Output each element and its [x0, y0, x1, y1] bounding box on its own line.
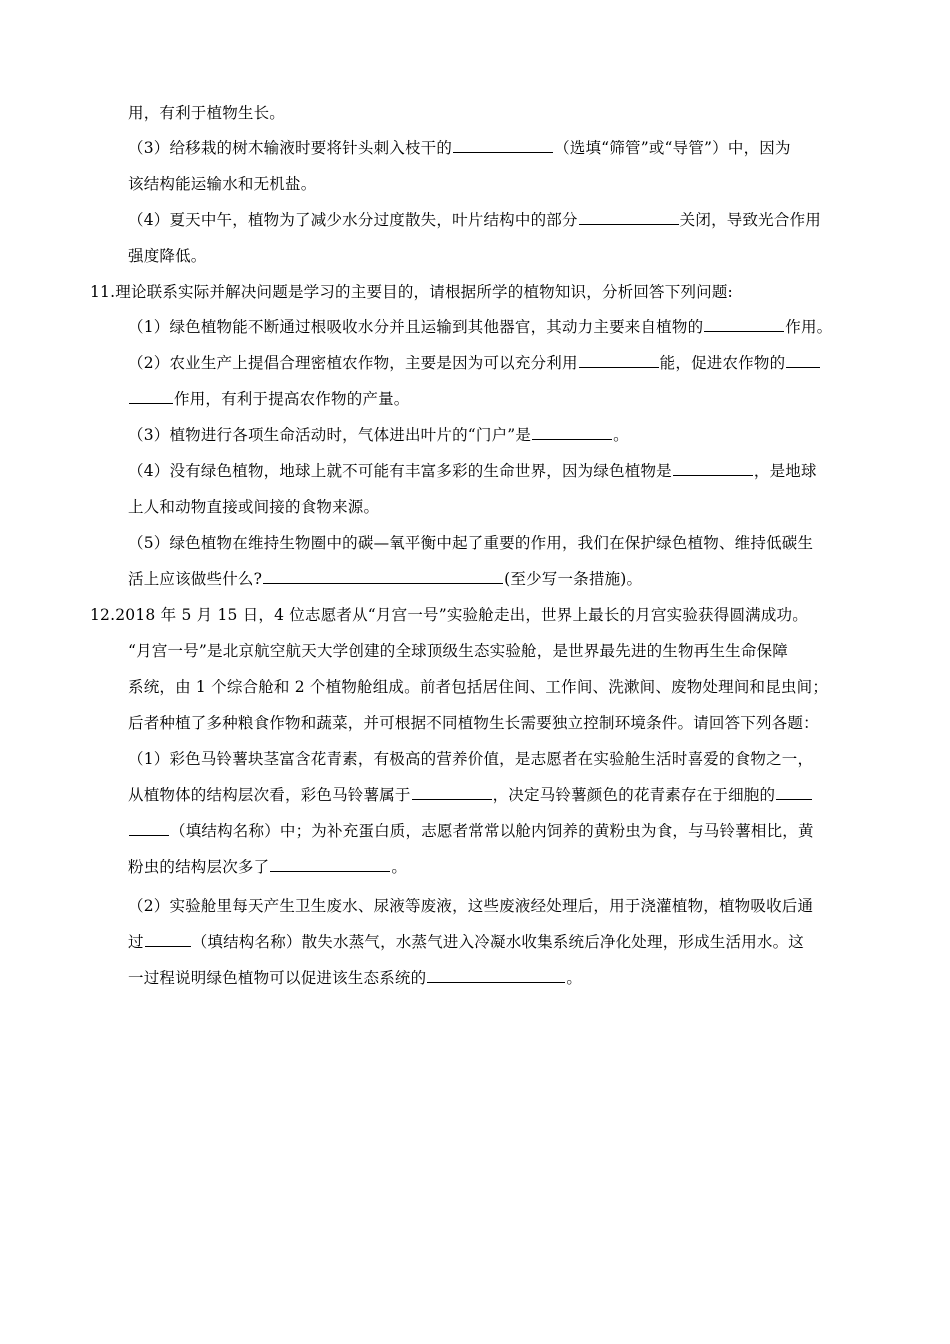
q11-stem-text: 11.理论联系实际并解决问题是学习的主要目的，请根据所学的植物知识，分析回答下列问题: [90, 283, 733, 301]
q11-part2-blank2-start[interactable] [786, 353, 820, 368]
q12-part2-blank1[interactable] [145, 932, 191, 947]
q12-intro-text-1: “月宫一号”是北京航空航天大学创建的全球顶级生态实验舱，是世界最先进的生物再生生命保障 [128, 642, 788, 660]
q12-part2-text-c: （填结构名称）散失水蒸气，水蒸气进入冷凝水收集系统后净化处理，形成生活用水。这 [191, 933, 805, 951]
q10-part3-text: （3）给移栽的树木输液时要将针头刺入枝干的 [128, 139, 453, 157]
q12-intro-line1 [128, 640, 788, 662]
q12-part1-text-b: 从植物体的结构层次看，彩色马铃薯属于 [128, 786, 411, 804]
q11-part4-text-b: ，是地球 [753, 462, 817, 480]
q11-part1-text-b: 作用。 [785, 318, 833, 336]
q12-part1-line2 [128, 784, 813, 806]
q11-part3-blank[interactable] [532, 425, 612, 440]
q11-part5-text-b: 活上应该做些什么? [128, 570, 263, 588]
q11-part5-blank[interactable] [263, 569, 503, 584]
q12-part2-text: （2）实验舱里每天产生卫生废水、尿液等废液，这些废液经处理后，用于浇灌植物，植物吸收后通 [128, 897, 814, 915]
q11-part2-blank1[interactable] [579, 353, 659, 368]
q12-part1-text-c: ，决定马铃薯颜色的花青素存在于细胞的 [492, 786, 776, 804]
q10-part3-text-b: （选填“筛管”或“导管”）中，因为 [554, 139, 791, 157]
q10-part3-line1 [128, 137, 791, 159]
q11-part1-text: （1）绿色植物能不断通过根吸收水分并且运输到其他器官，其动力主要来自植物的 [128, 318, 704, 336]
q11-part4-text: （4）没有绿色植物，地球上就不可能有丰富多彩的生命世界，因为绿色植物是 [128, 462, 672, 480]
q12-intro-line3 [128, 712, 819, 734]
q12-part1-line4 [128, 856, 407, 878]
q12-stem-text: 12.2018 年 5 月 15 日，4 位志愿者从“月宫一号”实验舱走出，世界上最长的月宫实验获得圆满成功。 [90, 606, 808, 624]
q12-part1-blank1[interactable] [412, 785, 492, 800]
q12-part1-text-d: （填结构名称）中；为补充蛋白质，志愿者常常以舱内饲养的黄粉虫为食，与马铃薯相比，黄 [170, 822, 814, 840]
q12-part2-line2 [128, 931, 804, 953]
q11-part2-text-b: 能，促进农作物的 [659, 354, 786, 372]
q12-part2-text-d: 一过程说明绿色植物可以促进该生态系统的 [128, 969, 427, 987]
q12-part2-line3 [128, 967, 582, 989]
q11-part4-line1 [128, 460, 817, 482]
q11-part2-blank2-end[interactable] [129, 389, 173, 404]
q10-continuation-line [128, 102, 285, 124]
q12-part1-text-e: 粉虫的结构层次多了 [128, 858, 270, 876]
q12-part2-blank2[interactable] [427, 968, 565, 983]
q11-part5-line1 [128, 532, 813, 554]
q11-part3-text: （3）植物进行各项生命活动时，气体进出叶片的“门户”是 [128, 426, 532, 444]
q11-part2-line1 [128, 352, 821, 374]
q10-part4-blank[interactable] [579, 210, 679, 225]
q12-part1-line3 [128, 820, 814, 842]
q12-part2-text-b: 过 [128, 933, 144, 951]
q12-part2-text-e: 。 [566, 969, 583, 987]
q12-intro-text-2: 系统，由 1 个综合舱和 2 个植物舱组成。前者包括居住间、工作间、洗漱间、废物处理间和昆虫间； [128, 678, 829, 696]
q10-part3-line2 [128, 173, 316, 195]
q10-part4-line1 [128, 209, 821, 231]
q11-part3-line [128, 424, 629, 446]
q11-part3-text-b: 。 [613, 426, 629, 444]
q12-intro-line2 [128, 676, 828, 698]
q11-part2-text-c: 作用，有利于提高农作物的产量。 [174, 390, 410, 408]
q11-part5-text-c: (至少写一条措施)。 [504, 570, 643, 588]
q11-part4-text-c: 上人和动物直接或间接的食物来源。 [128, 498, 380, 516]
q11-part1-blank[interactable] [704, 317, 784, 332]
q12-part1-text-f: 。 [391, 858, 408, 876]
q11-part4-line2 [128, 496, 379, 518]
q12-part1-blank3[interactable] [270, 857, 390, 872]
q10-text: 用，有利于植物生长。 [128, 104, 286, 122]
q11-part2-line2 [128, 388, 410, 410]
q10-part3-text-c: 该结构能运输水和无机盐。 [128, 175, 317, 193]
q12-part1-blank2-start[interactable] [776, 785, 812, 800]
q10-part4-text-c: 强度降低。 [128, 247, 207, 265]
q12-part1-line1 [128, 748, 813, 770]
q12-part1-text: （1）彩色马铃薯块茎富含花青素，有极高的营养价值，是志愿者在实验舱生活时喜爱的食物之一， [128, 750, 814, 768]
q12-part2-line1 [128, 895, 813, 917]
q10-part3-blank[interactable] [453, 138, 553, 153]
q11-part4-blank[interactable] [673, 461, 753, 476]
q10-part4-text-b: 关闭，导致光合作用 [679, 211, 821, 229]
q11-part5-line2 [128, 568, 642, 590]
q11-stem [90, 281, 733, 303]
q12-intro-text-3: 后者种植了多种粮食作物和蔬菜，并可根据不同植物生长需要独立控制环境条件。请回答下列各题： [128, 714, 819, 732]
q11-part2-text: （2）农业生产上提倡合理密植农作物，主要是因为可以充分利用 [128, 354, 578, 372]
q10-part4-text: （4）夏天中午，植物为了减少水分过度散失，叶片结构中的部分 [128, 211, 578, 229]
q12-stem [90, 604, 808, 626]
q11-part1-line [128, 316, 832, 338]
q11-part5-text: （5）绿色植物在维持生物圈中的碳—氧平衡中起了重要的作用，我们在保护绿色植物、维持低碳生 [128, 534, 814, 552]
q12-part1-blank2-end[interactable] [129, 821, 169, 836]
q10-part4-line2 [128, 245, 207, 267]
